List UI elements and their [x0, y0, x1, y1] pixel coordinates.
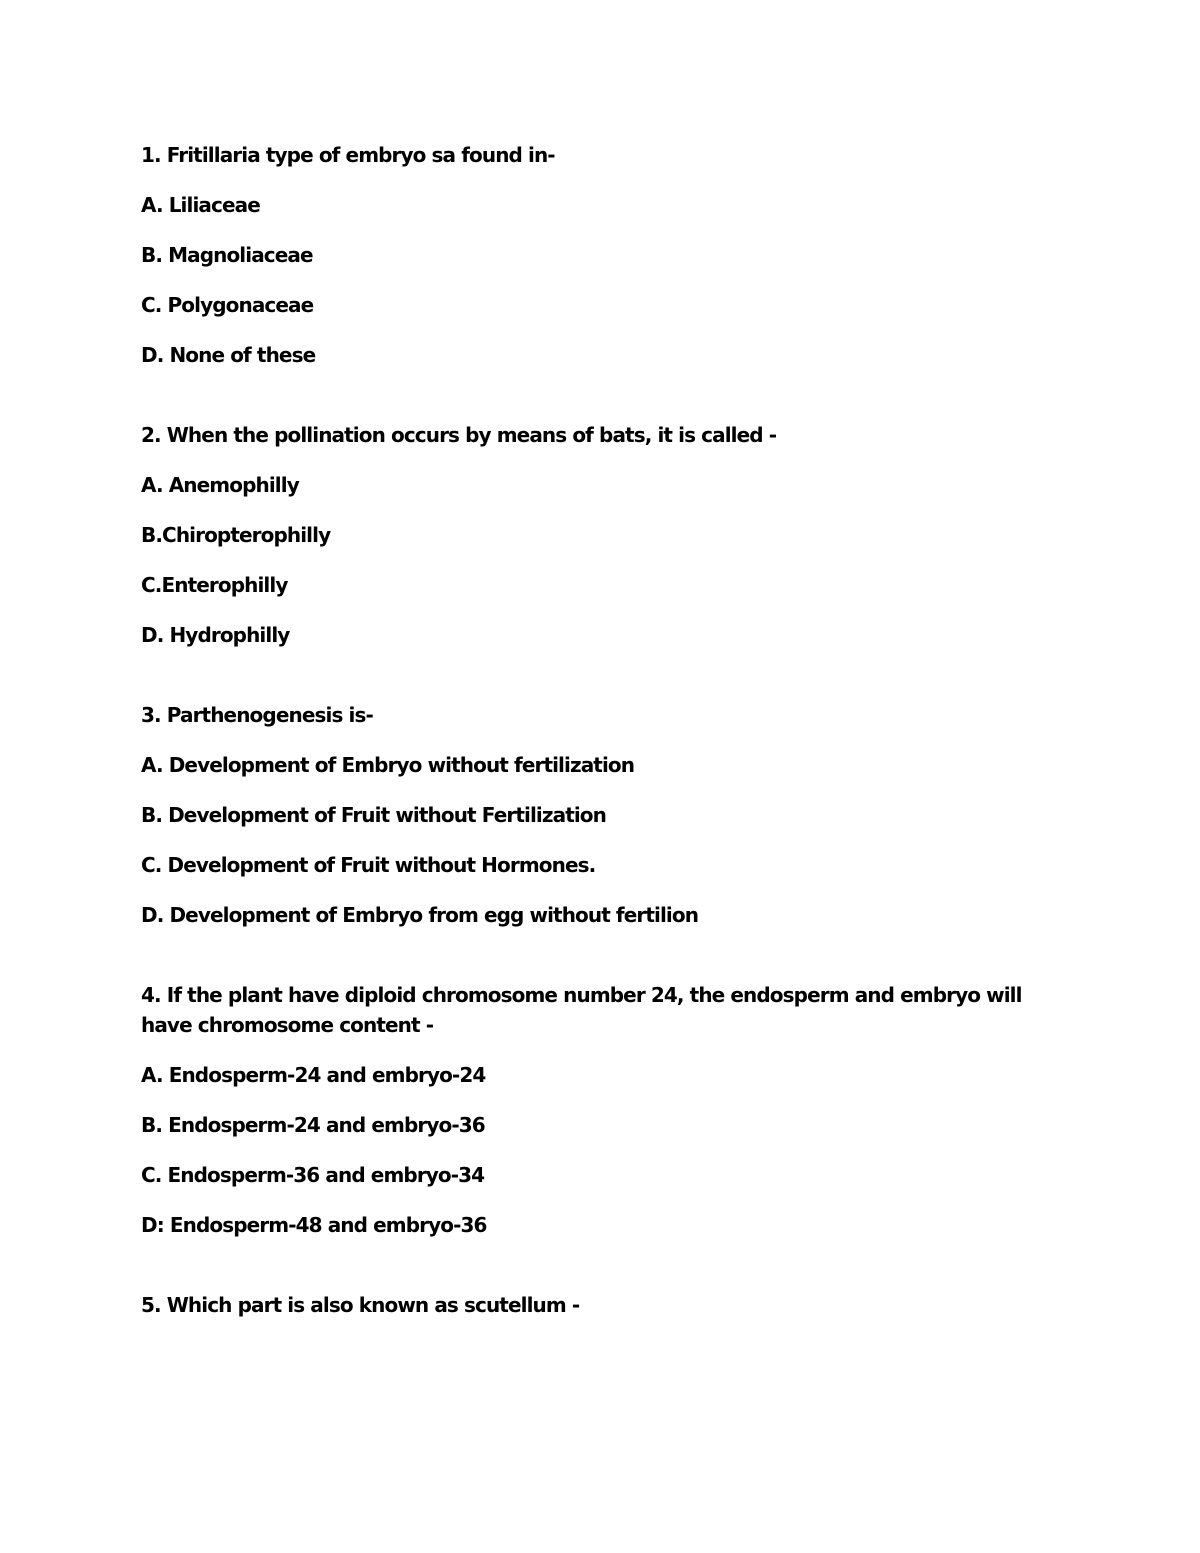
question-5 — [141, 1290, 1071, 1320]
option-b: B. Magnoliaceae — [141, 243, 313, 267]
option-d: D. Development of Embryo from egg without fertilion — [141, 903, 699, 927]
option-b: B.Chiropterophilly — [141, 523, 331, 547]
question-4 — [141, 980, 1071, 1240]
option-a: A. Development of Embryo without fertilization — [141, 753, 635, 777]
option-c: C. Development of Fruit without Hormones. — [141, 853, 596, 877]
option-c: C.Enterophilly — [141, 573, 288, 597]
option-d: D: Endosperm-48 and embryo-36 — [141, 1213, 487, 1237]
option-a: A. Anemophilly — [141, 473, 299, 497]
option-d: D. None of these — [141, 343, 316, 367]
question-text: 3. Parthenogenesis is- — [141, 703, 373, 727]
question-text: 2. When the pollination occurs by means of bats, it is called - — [141, 423, 777, 447]
option-c: C. Polygonaceae — [141, 293, 314, 317]
question-text: 4. If the plant have diploid chromosome number 24, the endosperm and embryo will have chromosome content - — [141, 983, 1028, 1037]
option-a: A. Liliaceae — [141, 193, 260, 217]
question-2 — [141, 420, 1071, 650]
option-b: B. Development of Fruit without Fertilization — [141, 803, 606, 827]
option-b: B. Endosperm-24 and embryo-36 — [141, 1113, 485, 1137]
option-d: D. Hydrophilly — [141, 623, 290, 647]
question-text: 1. Fritillaria type of embryo sa found in- — [141, 143, 555, 167]
question-text: 5. Which part is also known as scutellum - — [141, 1293, 580, 1317]
question-list — [141, 140, 1071, 1370]
question-1 — [141, 140, 1071, 370]
option-a: A. Endosperm-24 and embryo-24 — [141, 1063, 486, 1087]
question-3 — [141, 700, 1071, 930]
option-c: C. Endosperm-36 and embryo-34 — [141, 1163, 485, 1187]
